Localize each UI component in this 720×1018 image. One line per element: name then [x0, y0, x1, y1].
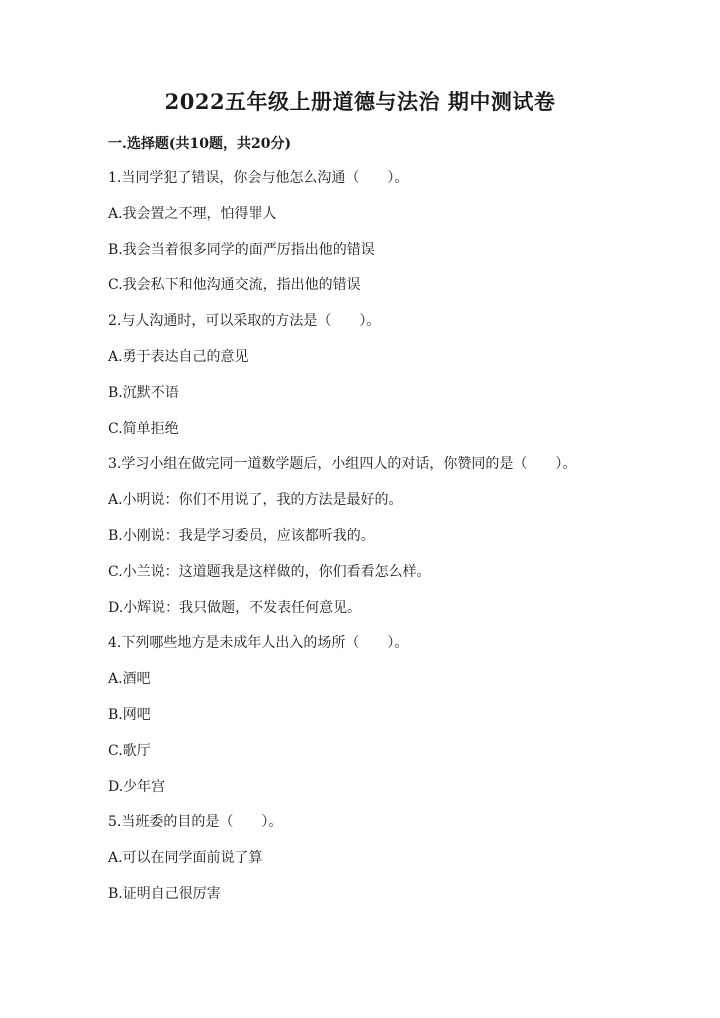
- question-2-option-b: B.沉默不语: [108, 384, 179, 401]
- question-1-option-a: A.我会置之不理，怕得罪人: [108, 205, 277, 222]
- question-5-stem: 5.当班委的目的是（ ）。: [108, 814, 283, 831]
- question-4-stem: 4.下列哪些地方是未成年人出入的场所（ ）。: [108, 635, 409, 652]
- question-3-option-d: D.小辉说：我只做题，不发表任何意见。: [108, 599, 362, 616]
- question-1-stem: 1.当同学犯了错误，你会与他怎么沟通（ ）。: [108, 170, 409, 186]
- question-3-option-a: A.小明说：你们不用说了，我的方法是最好的。: [108, 492, 403, 509]
- page-title: 2022五年级上册道德与法治 期中测试卷: [164, 89, 556, 114]
- question-5-option-b: B.证明自己很厉害: [108, 885, 221, 902]
- section-heading: 一.选择题(共10题，共20分): [108, 136, 292, 152]
- question-4-option-b: B.网吧: [108, 706, 151, 723]
- question-4-option-d: D.少年宫: [108, 778, 166, 795]
- question-2-option-a: A.勇于表达自己的意见: [108, 348, 249, 365]
- question-3-stem: 3.学习小组在做完同一道数学题后，小组四人的对话，你赞同的是（ ）。: [108, 456, 577, 473]
- question-2-stem: 2.与人沟通时，可以采取的方法是（ ）。: [108, 313, 381, 330]
- question-4-option-a: A.酒吧: [108, 671, 151, 688]
- question-3-option-c: C.小兰说：这道题我是这样做的，你们看看怎么样。: [108, 563, 431, 580]
- question-1-option-c: C.我会私下和他沟通交流，指出他的错误: [108, 277, 361, 294]
- question-3-option-b: B.小刚说：我是学习委员，应该都听我的。: [108, 527, 375, 544]
- question-list: [108, 168, 668, 920]
- question-4-option-c: C.歌厅: [108, 742, 151, 759]
- question-2-option-c: C.简单拒绝: [108, 420, 179, 437]
- question-5-option-a: A.可以在同学面前说了算: [108, 850, 263, 867]
- question-1-option-b: B.我会当着很多同学的面严厉指出他的错误: [108, 241, 375, 258]
